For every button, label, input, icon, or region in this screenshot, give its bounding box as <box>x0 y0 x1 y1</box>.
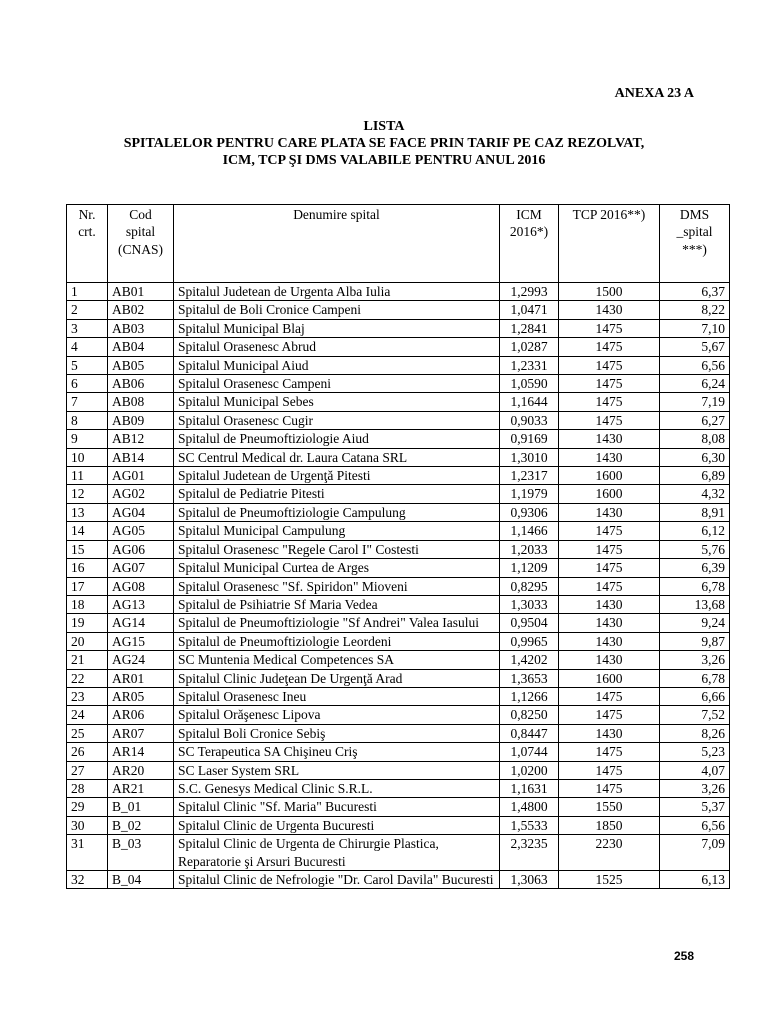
table-row <box>67 835 730 871</box>
cell-nr: 14 <box>67 522 108 540</box>
cell-tcp: 1430 <box>559 632 660 650</box>
cell-denumire: Spitalul Orasenesc Abrud <box>174 338 500 356</box>
header-text: spital <box>125 224 156 240</box>
cell-tcp: 1600 <box>559 669 660 687</box>
header-text: Denumire spital <box>293 207 380 222</box>
cell-tcp: 1550 <box>559 798 660 816</box>
cell-nr: 8 <box>67 411 108 429</box>
cell-nr: 25 <box>67 724 108 742</box>
header-text: ***) <box>682 241 707 257</box>
cell-dms: 7,19 <box>660 393 730 411</box>
cell-dms: 6,56 <box>660 816 730 834</box>
cell-nr: 10 <box>67 448 108 466</box>
cell-tcp: 1850 <box>559 816 660 834</box>
cell-cod: B_03 <box>108 835 174 871</box>
header-tcp <box>559 205 660 283</box>
cell-tcp: 1475 <box>559 577 660 595</box>
table-row <box>67 595 730 613</box>
cell-dms: 5,67 <box>660 338 730 356</box>
cell-dms: 9,24 <box>660 614 730 632</box>
cell-tcp: 1475 <box>559 779 660 797</box>
table-row <box>67 338 730 356</box>
cell-nr: 18 <box>67 595 108 613</box>
cell-cod: B_04 <box>108 871 174 889</box>
cell-nr: 13 <box>67 503 108 521</box>
cell-tcp: 1475 <box>559 338 660 356</box>
cell-tcp: 1475 <box>559 319 660 337</box>
cell-denumire: Spitalul de Psihiatrie Sf Maria Vedea <box>174 595 500 613</box>
cell-denumire: Spitalul de Pneumoftiziologie "Sf Andrei" Valea Iasului <box>174 614 500 632</box>
cell-cod: AB02 <box>108 301 174 319</box>
cell-tcp: 1475 <box>559 761 660 779</box>
cell-tcp: 1475 <box>559 743 660 761</box>
cell-icm: 1,2993 <box>500 283 559 301</box>
cell-dms: 7,52 <box>660 706 730 724</box>
cell-cod: AG08 <box>108 577 174 595</box>
cell-icm: 0,8295 <box>500 577 559 595</box>
table-row <box>67 687 730 705</box>
table-row <box>67 669 730 687</box>
cell-cod: AB06 <box>108 375 174 393</box>
title-line-3: ICM, TCP ŞI DMS VALABILE PENTRU ANUL 2016 <box>222 153 546 168</box>
cell-cod: AG02 <box>108 485 174 503</box>
table-row <box>67 283 730 301</box>
cell-nr: 22 <box>67 669 108 687</box>
cell-cod: AR05 <box>108 687 174 705</box>
cell-dms: 6,78 <box>660 669 730 687</box>
cell-cod: AB05 <box>108 356 174 374</box>
cell-nr: 15 <box>67 540 108 558</box>
cell-cod: AG15 <box>108 632 174 650</box>
cell-dms: 6,37 <box>660 283 730 301</box>
cell-tcp: 1600 <box>559 467 660 485</box>
table-row <box>67 743 730 761</box>
cell-tcp: 1430 <box>559 448 660 466</box>
cell-denumire: Spitalul Judetean de Urgenţă Pitesti <box>174 467 500 485</box>
document-title <box>0 118 768 169</box>
cell-cod: AG06 <box>108 540 174 558</box>
cell-nr: 7 <box>67 393 108 411</box>
cell-icm: 1,1644 <box>500 393 559 411</box>
cell-nr: 28 <box>67 779 108 797</box>
cell-dms: 9,87 <box>660 632 730 650</box>
table-header-row <box>67 205 730 283</box>
cell-icm: 1,1631 <box>500 779 559 797</box>
cell-cod: AB09 <box>108 411 174 429</box>
table-row <box>67 816 730 834</box>
cell-tcp: 1430 <box>559 595 660 613</box>
table-row <box>67 540 730 558</box>
cell-denumire: Spitalul Clinic Judeţean De Urgenţă Arad <box>174 669 500 687</box>
cell-icm: 1,3063 <box>500 871 559 889</box>
table-row <box>67 522 730 540</box>
table-row <box>67 356 730 374</box>
cell-nr: 6 <box>67 375 108 393</box>
cell-dms: 8,26 <box>660 724 730 742</box>
cell-dms: 4,32 <box>660 485 730 503</box>
cell-nr: 19 <box>67 614 108 632</box>
table-row <box>67 798 730 816</box>
cell-cod: AG24 <box>108 651 174 669</box>
cell-icm: 1,1979 <box>500 485 559 503</box>
cell-denumire: Spitalul Municipal Aiud <box>174 356 500 374</box>
cell-tcp: 2230 <box>559 835 660 871</box>
cell-icm: 1,5533 <box>500 816 559 834</box>
cell-nr: 21 <box>67 651 108 669</box>
cell-denumire: SC Terapeutica SA Chişineu Criş <box>174 743 500 761</box>
cell-cod: AB12 <box>108 430 174 448</box>
table-row <box>67 485 730 503</box>
table-row <box>67 411 730 429</box>
cell-icm: 0,9504 <box>500 614 559 632</box>
table-row <box>67 393 730 411</box>
cell-icm: 1,3010 <box>500 448 559 466</box>
cell-tcp: 1475 <box>559 559 660 577</box>
cell-nr: 2 <box>67 301 108 319</box>
table-row <box>67 577 730 595</box>
cell-icm: 0,9169 <box>500 430 559 448</box>
cell-nr: 3 <box>67 319 108 337</box>
cell-dms: 6,27 <box>660 411 730 429</box>
header-text: Nr. <box>78 207 96 222</box>
cell-denumire: Spitalul Orasenesc Ineu <box>174 687 500 705</box>
cell-denumire: Spitalul Boli Cronice Sebiş <box>174 724 500 742</box>
cell-nr: 17 <box>67 577 108 595</box>
cell-denumire: Spitalul Orasenesc "Regele Carol I" Costesti <box>174 540 500 558</box>
cell-cod: AB08 <box>108 393 174 411</box>
cell-tcp: 1475 <box>559 522 660 540</box>
cell-icm: 0,9306 <box>500 503 559 521</box>
cell-dms: 6,13 <box>660 871 730 889</box>
cell-denumire: Spitalul Orasenesc Campeni <box>174 375 500 393</box>
cell-denumire: SC Laser System SRL <box>174 761 500 779</box>
table-row <box>67 448 730 466</box>
cell-cod: AG05 <box>108 522 174 540</box>
table-row <box>67 614 730 632</box>
header-dms <box>660 205 730 283</box>
cell-icm: 1,3033 <box>500 595 559 613</box>
cell-denumire: Spitalul Clinic "Sf. Maria" Bucuresti <box>174 798 500 816</box>
cell-cod: AB04 <box>108 338 174 356</box>
cell-icm: 1,1266 <box>500 687 559 705</box>
cell-denumire: Spitalul de Boli Cronice Campeni <box>174 301 500 319</box>
cell-tcp: 1475 <box>559 411 660 429</box>
cell-dms: 7,09 <box>660 835 730 871</box>
cell-dms: 8,22 <box>660 301 730 319</box>
cell-dms: 6,89 <box>660 467 730 485</box>
cell-cod: AB14 <box>108 448 174 466</box>
cell-dms: 5,23 <box>660 743 730 761</box>
cell-nr: 27 <box>67 761 108 779</box>
cell-tcp: 1475 <box>559 393 660 411</box>
header-text: DMS <box>679 207 710 222</box>
cell-icm: 1,0744 <box>500 743 559 761</box>
header-nr-crt <box>67 205 108 283</box>
cell-tcp: 1600 <box>559 485 660 503</box>
cell-dms: 6,30 <box>660 448 730 466</box>
cell-icm: 1,3653 <box>500 669 559 687</box>
header-text: crt. <box>78 224 96 240</box>
cell-nr: 9 <box>67 430 108 448</box>
cell-tcp: 1525 <box>559 871 660 889</box>
cell-denumire: Spitalul de Pneumoftiziologie Aiud <box>174 430 500 448</box>
header-text: Cod <box>129 207 152 222</box>
cell-denumire: Spitalul Municipal Curtea de Arges <box>174 559 500 577</box>
cell-dms: 5,76 <box>660 540 730 558</box>
cell-icm: 0,9033 <box>500 411 559 429</box>
cell-icm: 1,1466 <box>500 522 559 540</box>
cell-nr: 23 <box>67 687 108 705</box>
header-icm <box>500 205 559 283</box>
cell-nr: 24 <box>67 706 108 724</box>
cell-denumire: Spitalul Municipal Campulung <box>174 522 500 540</box>
table-row <box>67 632 730 650</box>
cell-dms: 6,78 <box>660 577 730 595</box>
table-row <box>67 559 730 577</box>
cell-dms: 3,26 <box>660 651 730 669</box>
cell-nr: 26 <box>67 743 108 761</box>
table-row <box>67 301 730 319</box>
cell-icm: 1,1209 <box>500 559 559 577</box>
cell-tcp: 1430 <box>559 651 660 669</box>
cell-icm: 1,4800 <box>500 798 559 816</box>
cell-cod: AB03 <box>108 319 174 337</box>
cell-nr: 12 <box>67 485 108 503</box>
cell-cod: AG14 <box>108 614 174 632</box>
table-row <box>67 779 730 797</box>
cell-nr: 11 <box>67 467 108 485</box>
cell-dms: 13,68 <box>660 595 730 613</box>
cell-denumire: Spitalul Clinic de Nefrologie "Dr. Carol Davila" Bucuresti <box>174 871 500 889</box>
header-text: (CNAS) <box>117 241 163 257</box>
header-text: _spital <box>676 224 713 240</box>
cell-dms: 3,26 <box>660 779 730 797</box>
header-cod-spital <box>108 205 174 283</box>
cell-nr: 1 <box>67 283 108 301</box>
cell-cod: AG13 <box>108 595 174 613</box>
cell-tcp: 1475 <box>559 356 660 374</box>
cell-denumire: Spitalul Clinic de Urgenta de Chirurgie Plastica, Reparatorie şi Arsuri Bucuresti <box>174 835 500 871</box>
cell-denumire: Spitalul Orasenesc Cugir <box>174 411 500 429</box>
table-row <box>67 503 730 521</box>
cell-icm: 1,2331 <box>500 356 559 374</box>
cell-denumire: Spitalul Clinic de Urgenta Bucuresti <box>174 816 500 834</box>
cell-nr: 32 <box>67 871 108 889</box>
cell-icm: 1,2317 <box>500 467 559 485</box>
table-row <box>67 761 730 779</box>
cell-tcp: 1430 <box>559 503 660 521</box>
cell-cod: B_02 <box>108 816 174 834</box>
cell-dms: 4,07 <box>660 761 730 779</box>
cell-dms: 6,56 <box>660 356 730 374</box>
cell-dms: 5,37 <box>660 798 730 816</box>
cell-cod: AR06 <box>108 706 174 724</box>
cell-icm: 2,3235 <box>500 835 559 871</box>
cell-cod: AR01 <box>108 669 174 687</box>
cell-cod: AB01 <box>108 283 174 301</box>
cell-dms: 6,39 <box>660 559 730 577</box>
cell-icm: 1,2033 <box>500 540 559 558</box>
table-row <box>67 724 730 742</box>
cell-cod: AG04 <box>108 503 174 521</box>
cell-nr: 5 <box>67 356 108 374</box>
cell-icm: 1,0471 <box>500 301 559 319</box>
table-row <box>67 319 730 337</box>
table-row <box>67 871 730 889</box>
cell-denumire: SC Centrul Medical dr. Laura Catana SRL <box>174 448 500 466</box>
cell-icm: 1,0590 <box>500 375 559 393</box>
cell-denumire: Spitalul de Pneumoftiziologie Leordeni <box>174 632 500 650</box>
cell-icm: 1,0200 <box>500 761 559 779</box>
cell-tcp: 1430 <box>559 724 660 742</box>
cell-cod: AR07 <box>108 724 174 742</box>
title-line-1: LISTA <box>363 119 405 134</box>
cell-denumire: Spitalul Orăşenesc Lipova <box>174 706 500 724</box>
cell-nr: 16 <box>67 559 108 577</box>
cell-tcp: 1475 <box>559 375 660 393</box>
cell-tcp: 1430 <box>559 430 660 448</box>
cell-denumire: S.C. Genesys Medical Clinic S.R.L. <box>174 779 500 797</box>
cell-denumire: Spitalul Municipal Blaj <box>174 319 500 337</box>
cell-denumire: Spitalul de Pediatrie Pitesti <box>174 485 500 503</box>
cell-tcp: 1475 <box>559 706 660 724</box>
cell-nr: 4 <box>67 338 108 356</box>
cell-denumire: Spitalul Municipal Sebes <box>174 393 500 411</box>
cell-nr: 20 <box>67 632 108 650</box>
cell-nr: 29 <box>67 798 108 816</box>
cell-tcp: 1430 <box>559 301 660 319</box>
table-row <box>67 375 730 393</box>
cell-tcp: 1500 <box>559 283 660 301</box>
cell-tcp: 1475 <box>559 540 660 558</box>
cell-cod: AG01 <box>108 467 174 485</box>
cell-cod: AR21 <box>108 779 174 797</box>
title-line-2: SPITALELOR PENTRU CARE PLATA SE FACE PRIN TARIF PE CAZ REZOLVAT, <box>123 136 645 151</box>
cell-tcp: 1475 <box>559 687 660 705</box>
header-text: 2016*) <box>509 224 549 240</box>
cell-dms: 6,24 <box>660 375 730 393</box>
cell-dms: 6,12 <box>660 522 730 540</box>
cell-denumire: Spitalul de Pneumoftiziologie Campulung <box>174 503 500 521</box>
page-number: 258 <box>673 949 694 963</box>
table-row <box>67 430 730 448</box>
cell-dms: 8,91 <box>660 503 730 521</box>
cell-icm: 1,4202 <box>500 651 559 669</box>
table-row <box>67 467 730 485</box>
cell-denumire: Spitalul Orasenesc "Sf. Spiridon" Mioveni <box>174 577 500 595</box>
cell-cod: AR20 <box>108 761 174 779</box>
cell-cod: B_01 <box>108 798 174 816</box>
cell-cod: AG07 <box>108 559 174 577</box>
table-body <box>67 283 730 889</box>
cell-icm: 1,2841 <box>500 319 559 337</box>
cell-cod: AR14 <box>108 743 174 761</box>
cell-dms: 6,66 <box>660 687 730 705</box>
cell-nr: 30 <box>67 816 108 834</box>
cell-denumire: Spitalul Judetean de Urgenta Alba Iulia <box>174 283 500 301</box>
table-row <box>67 706 730 724</box>
cell-dms: 7,10 <box>660 319 730 337</box>
cell-dms: 8,08 <box>660 430 730 448</box>
hospital-table <box>66 204 730 889</box>
annex-label: ANEXA 23 A <box>614 86 694 101</box>
cell-icm: 0,8250 <box>500 706 559 724</box>
header-denumire-spital <box>174 205 500 283</box>
cell-denumire: SC Muntenia Medical Competences SA <box>174 651 500 669</box>
table-row <box>67 651 730 669</box>
header-text: TCP 2016**) <box>572 207 646 222</box>
cell-tcp: 1430 <box>559 614 660 632</box>
header-text: ICM <box>516 207 542 222</box>
cell-icm: 0,8447 <box>500 724 559 742</box>
cell-icm: 0,9965 <box>500 632 559 650</box>
cell-nr: 31 <box>67 835 108 871</box>
cell-icm: 1,0287 <box>500 338 559 356</box>
